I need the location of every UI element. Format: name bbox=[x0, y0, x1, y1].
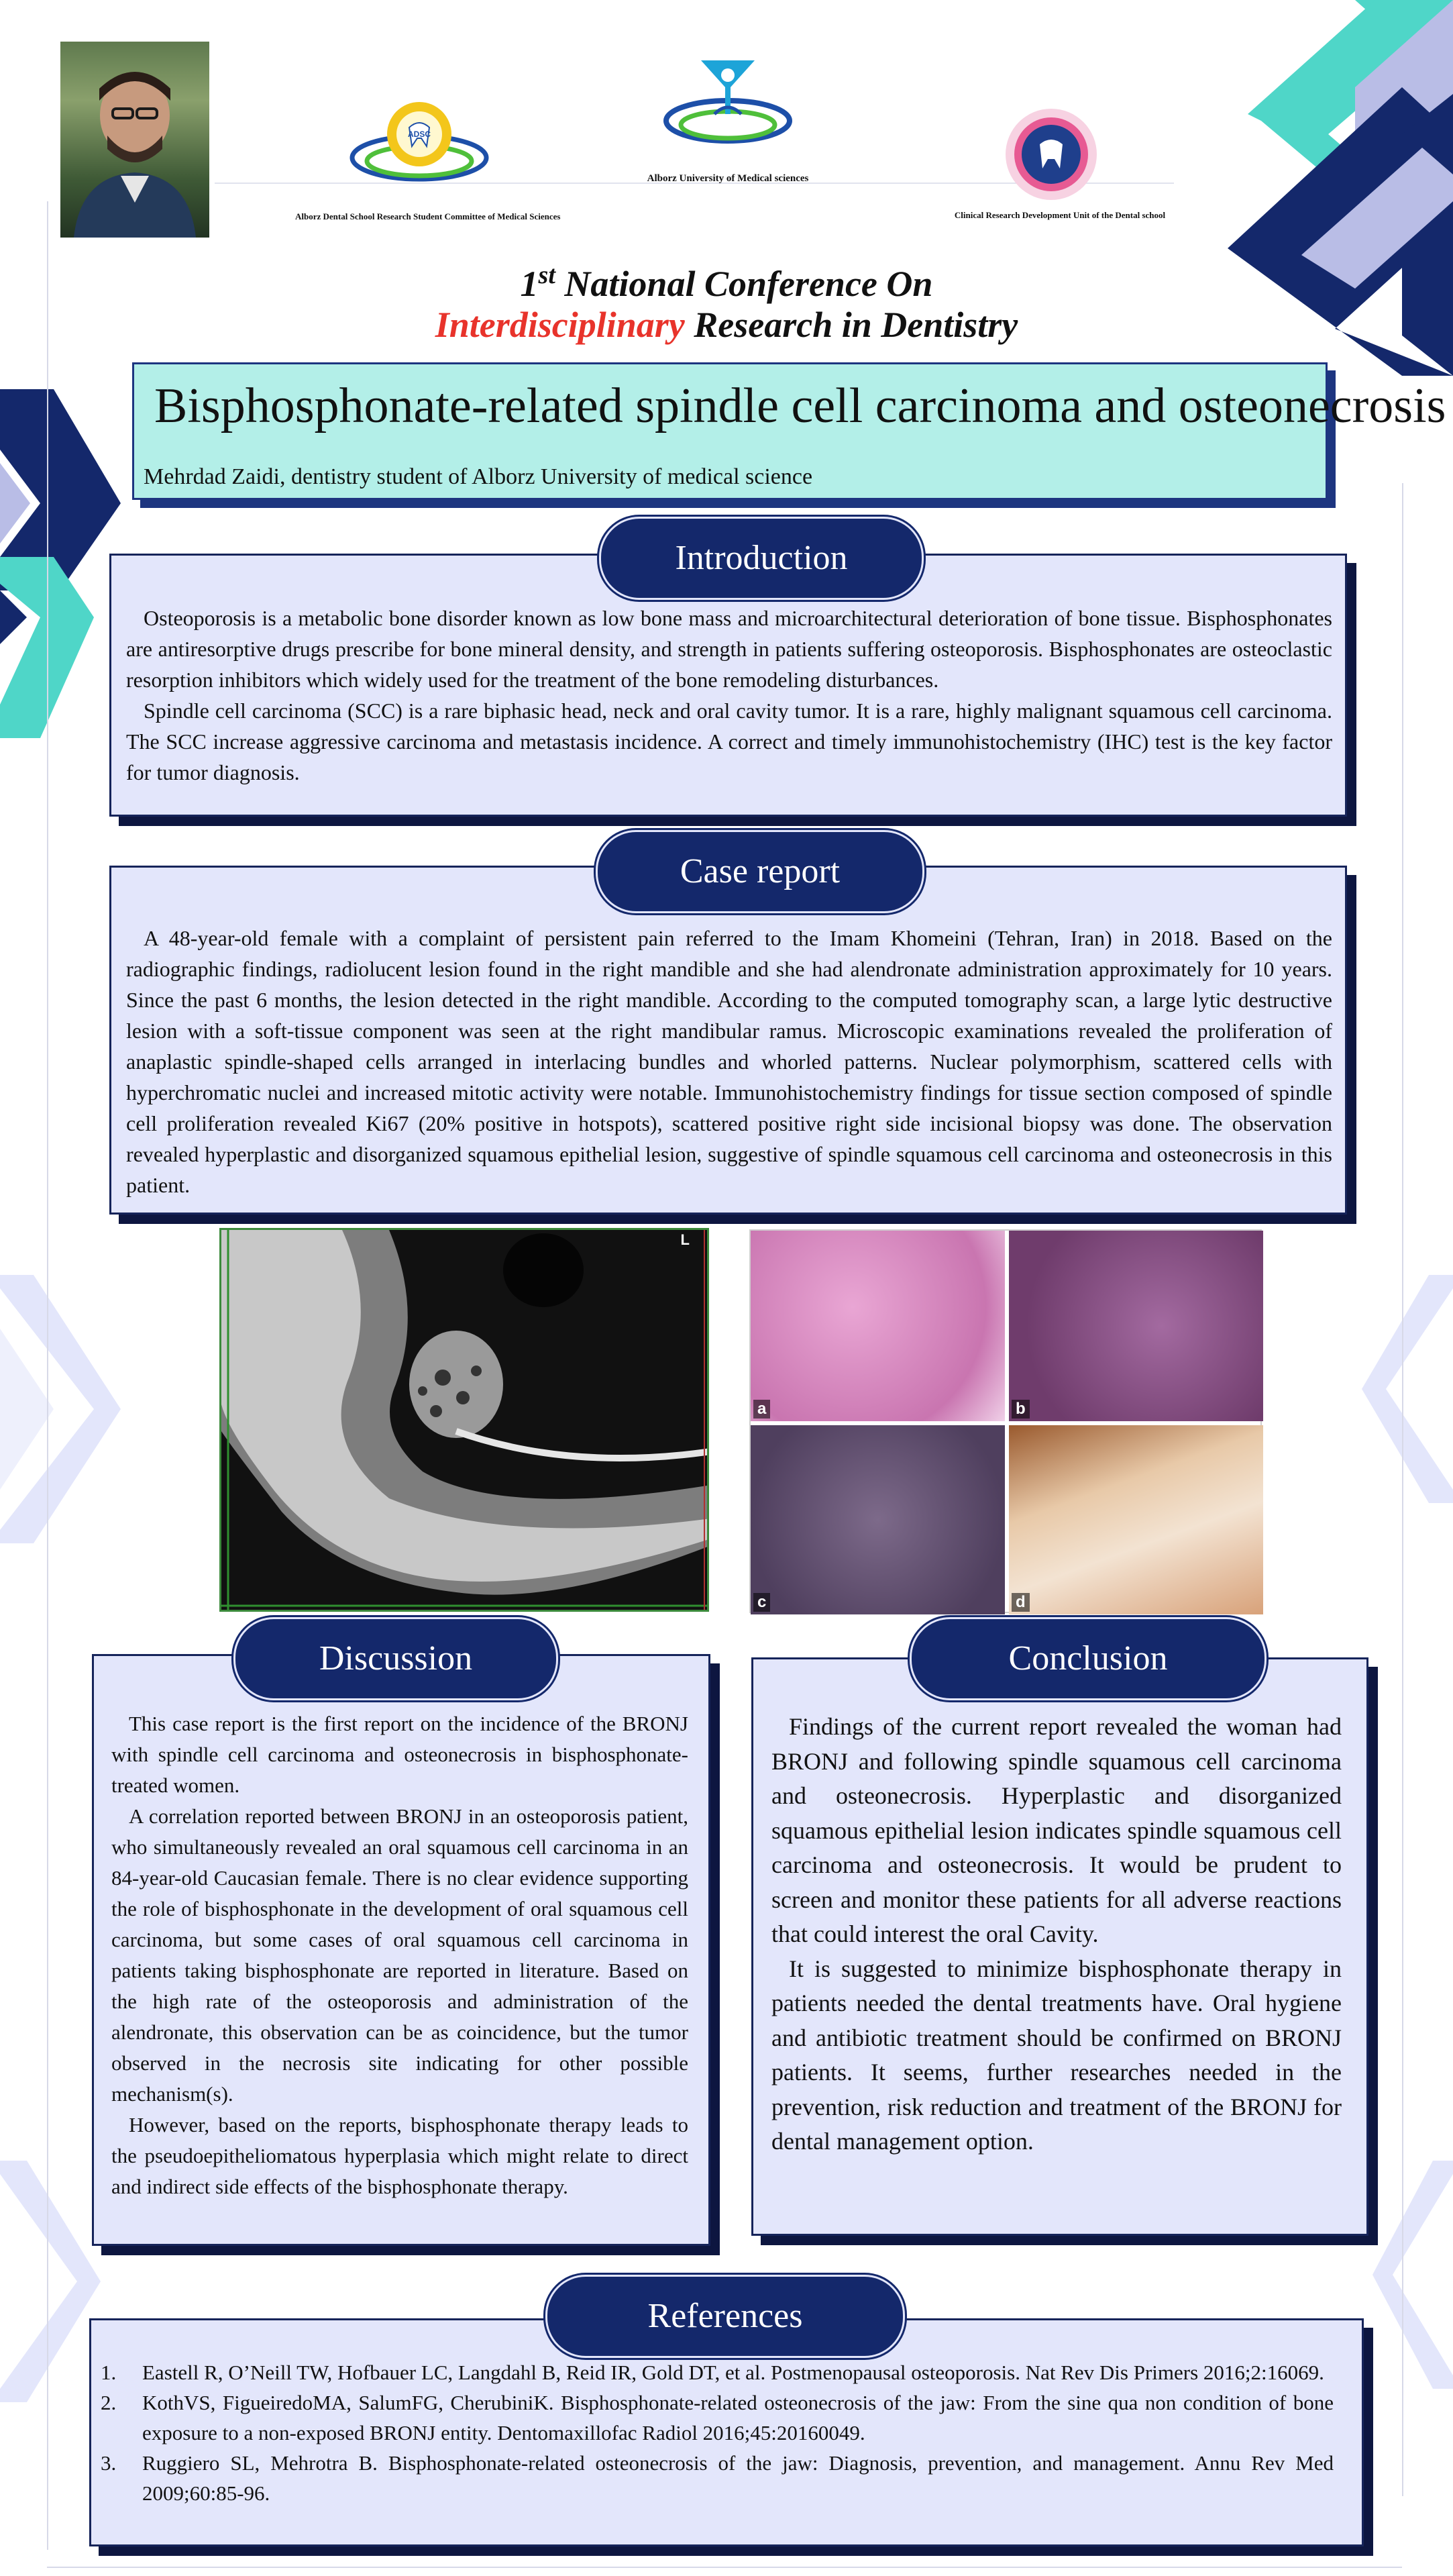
histology-panel-b bbox=[1009, 1231, 1263, 1421]
person-silhouette-icon bbox=[60, 42, 209, 238]
reference-number-2: 2. bbox=[101, 2391, 117, 2414]
discussion-paragraph-3: However, based on the reports, bisphosphonate therapy leads to the pseudoepitheliomatous hyperplasia which might relate to direct and indirect side effects of the bisphosphonate therapy. bbox=[111, 2113, 688, 2198]
reference-item-2 bbox=[101, 2387, 1334, 2448]
conference-highlight-word: Interdisciplinary bbox=[435, 305, 685, 345]
introduction-text bbox=[126, 603, 1332, 788]
introduction-paragraph-1: Osteoporosis is a metabolic bone disorder known as low bone mass and microarchitectural deterioration of bone tissue. Bisphosphonates are antiresorptive drugs prescribe for bone mineral density, and strength in patients suffering osteoporosis. Bisphosphonates are osteoclastic resorption inhibitors which widely used for the treatment of the bone remodeling disturbances. bbox=[126, 606, 1332, 692]
reference-number-1: 1. bbox=[101, 2361, 117, 2384]
conference-title bbox=[0, 254, 1453, 305]
author-photo bbox=[60, 42, 209, 238]
ct-corner-label: L bbox=[680, 1231, 690, 1248]
histology-panel-d bbox=[1009, 1425, 1263, 1614]
reference-number-3: 3. bbox=[101, 2451, 117, 2475]
alborz-university-caption: Alborz University of Medical sciences bbox=[647, 173, 809, 184]
reference-item-1 bbox=[101, 2357, 1334, 2387]
reference-item-3 bbox=[101, 2448, 1334, 2508]
dental-school-committee-caption: Alborz Dental School Research Student Committee of Medical Sciences bbox=[295, 211, 561, 221]
clinical-research-unit-caption: Clinical Research Development Unit of the Dental school bbox=[954, 210, 1166, 220]
conclusion-paragraph-1: Findings of the current report revealed the woman had BRONJ and following spindle squamous cell carcinoma and osteonecrosis. Hyperplastic and disorganized squamous epithelial lesion indicates spindle squamous cell carcinoma and osteonecrosis. It would be prudent to screen and monitor these patients for all adverse reactions that could interest the oral Cavity. bbox=[771, 1713, 1342, 1947]
mandible-ct-icon bbox=[221, 1230, 709, 1612]
panel-label-b: b bbox=[1012, 1400, 1030, 1419]
title-box bbox=[132, 362, 1446, 500]
introduction-paragraph-2: Spindle cell carcinoma (SCC) is a rare biphasic head, neck and oral cavity tumor. It is a rare, highly malignant squamous cell carcinoma. The SCC increase aggressive carcinoma and metastasis incidence. A correct and timely immunohistochemistry (IHC) test is the key factor for tumor diagnosis. bbox=[126, 699, 1332, 784]
author-line: Mehrdad Zaidi, dentistry student of Alborz University of medical science bbox=[144, 464, 813, 489]
discussion-paragraph-1: This case report is the first report on the incidence of the BRONJ with spindle cell carcinoma and osteonecrosis in bisphosphonate-treated women. bbox=[111, 1712, 688, 1797]
left-bottom-faint-chevron-decoration bbox=[0, 2161, 101, 2402]
svg-text:ADSC: ADSC bbox=[407, 130, 431, 139]
left-faint-chevron-decoration bbox=[0, 1275, 121, 1557]
references-heading: References bbox=[545, 2275, 905, 2358]
introduction-heading: Introduction bbox=[599, 517, 924, 600]
right-bottom-faint-chevron-decoration bbox=[1373, 2161, 1453, 2389]
left-chevron-decoration bbox=[0, 389, 121, 738]
panel-label-a: a bbox=[753, 1400, 770, 1419]
conference-name-line2: Research in Dentistry bbox=[684, 305, 1018, 345]
frame-bottom-line bbox=[47, 2567, 1402, 2568]
case-report-text bbox=[126, 923, 1332, 1200]
right-faint-chevron-decoration bbox=[1362, 1275, 1453, 1503]
conference-subtitle bbox=[0, 303, 1453, 346]
dental-school-committee-logo bbox=[349, 94, 490, 195]
conclusion-heading: Conclusion bbox=[910, 1617, 1267, 1700]
poster-title: Bisphosphonate-related spindle cell carcinoma and osteonecrosis bbox=[154, 378, 1446, 433]
histology-figure bbox=[749, 1229, 1262, 1613]
case-report-heading: Case report bbox=[596, 830, 924, 913]
conference-name-line1: National Conference On bbox=[555, 264, 933, 304]
reference-text-1: Eastell R, O’Neill TW, Hofbauer LC, Langdahl B, Reid IR, Gold DT, et al. Postmenopausal osteoporosis. Nat Rev Dis Primers 2016;2:16069. bbox=[142, 2361, 1324, 2384]
discussion-heading: Discussion bbox=[233, 1617, 558, 1700]
conference-ordinal: st bbox=[538, 261, 555, 289]
histology-panel-a bbox=[751, 1231, 1005, 1421]
discussion-paragraph-2: A correlation reported between BRONJ in an osteoporosis patient, who simultaneously revealed an oral squamous cell carcinoma in an 84-year-old Caucasian female. There is no clear evidence supporting the role of bisphosphonate in the development of oral squamous cell carcinoma, but some cases of oral squamous cell carcinoma in patients taking bisphosphonate are reported in literature. Based on the high rate of the osteoporosis and administration of the alendronate, this observation can be as coincidence, but the tumor observed in the necrosis site indicating for other possible mechanism(s). bbox=[111, 1804, 688, 2106]
frame-left-line bbox=[47, 201, 48, 2550]
reference-text-3: Ruggiero SL, Mehrotra B. Bisphosphonate-related osteonecrosis of the jaw: Diagnosis, prevention, and management. Annu Rev Med 2009;60:85-96. bbox=[142, 2451, 1334, 2505]
frame-right-line bbox=[1402, 483, 1403, 2496]
histology-panel-c bbox=[751, 1425, 1005, 1614]
ct-scan-image bbox=[219, 1228, 709, 1612]
conference-number: 1 bbox=[520, 264, 539, 304]
discussion-text bbox=[111, 1708, 688, 2202]
panel-label-c: c bbox=[753, 1593, 770, 1612]
reference-text-2: KothVS, FigueiredoMA, SalumFG, CherubiniK. Bisphosphonate-related osteonecrosis of the jaw: From the sine qua non condition of bone exposure to a non-exposed BRONJ entity. Dentomaxillofac Radiol 2016;45:20160049. bbox=[142, 2391, 1334, 2444]
alborz-university-logo bbox=[661, 47, 795, 161]
clinical-research-unit-logo bbox=[1001, 104, 1101, 205]
conclusion-paragraph-2: It is suggested to minimize bisphosphonate therapy in patients needed the dental treatments have. Oral hygiene and antibiotic treatment should be confirmed on BRONJ patients. It seems, further researches needed in the prevention, risk reduction and treatment of the BRONJ for dental management option. bbox=[771, 1955, 1342, 2155]
case-report-paragraph-1: A 48-year-old female with a complaint of persistent pain referred to the Imam Khomeini (Tehran, Iran) in 2018. Based on the radiographic findings, radiolucent lesion found in the right mandible and she had alendronate administration approximately for 10 years. Since the past 6 months, the lesion detected in the right mandible. According to the computed tomography scan, a large lytic destructive lesion with a soft-tissue component was seen at the right mandibular ramus. Microscopic examinations revealed the proliferation of anaplastic spindle-shaped cells arranged in interlacing bundles and whorled patterns. Nuclear polymorphism, scattered cells with hyperchromatic nuclei and increased mitotic activity were notable. Immunohistochemistry findings for tissue section composed of spindle cell proliferation revealed Ki67 (20% positive in hotspots), scattered positive right side incisional biopsy was done. The observation revealed hyperplastic and disorganized squamous epithelial lesion, suggestive of spindle squamous cell carcinoma and osteonecrosis in this patient. bbox=[126, 926, 1332, 1197]
references-list bbox=[101, 2357, 1334, 2508]
conclusion-text bbox=[771, 1710, 1342, 2159]
panel-label-d: d bbox=[1012, 1593, 1030, 1612]
